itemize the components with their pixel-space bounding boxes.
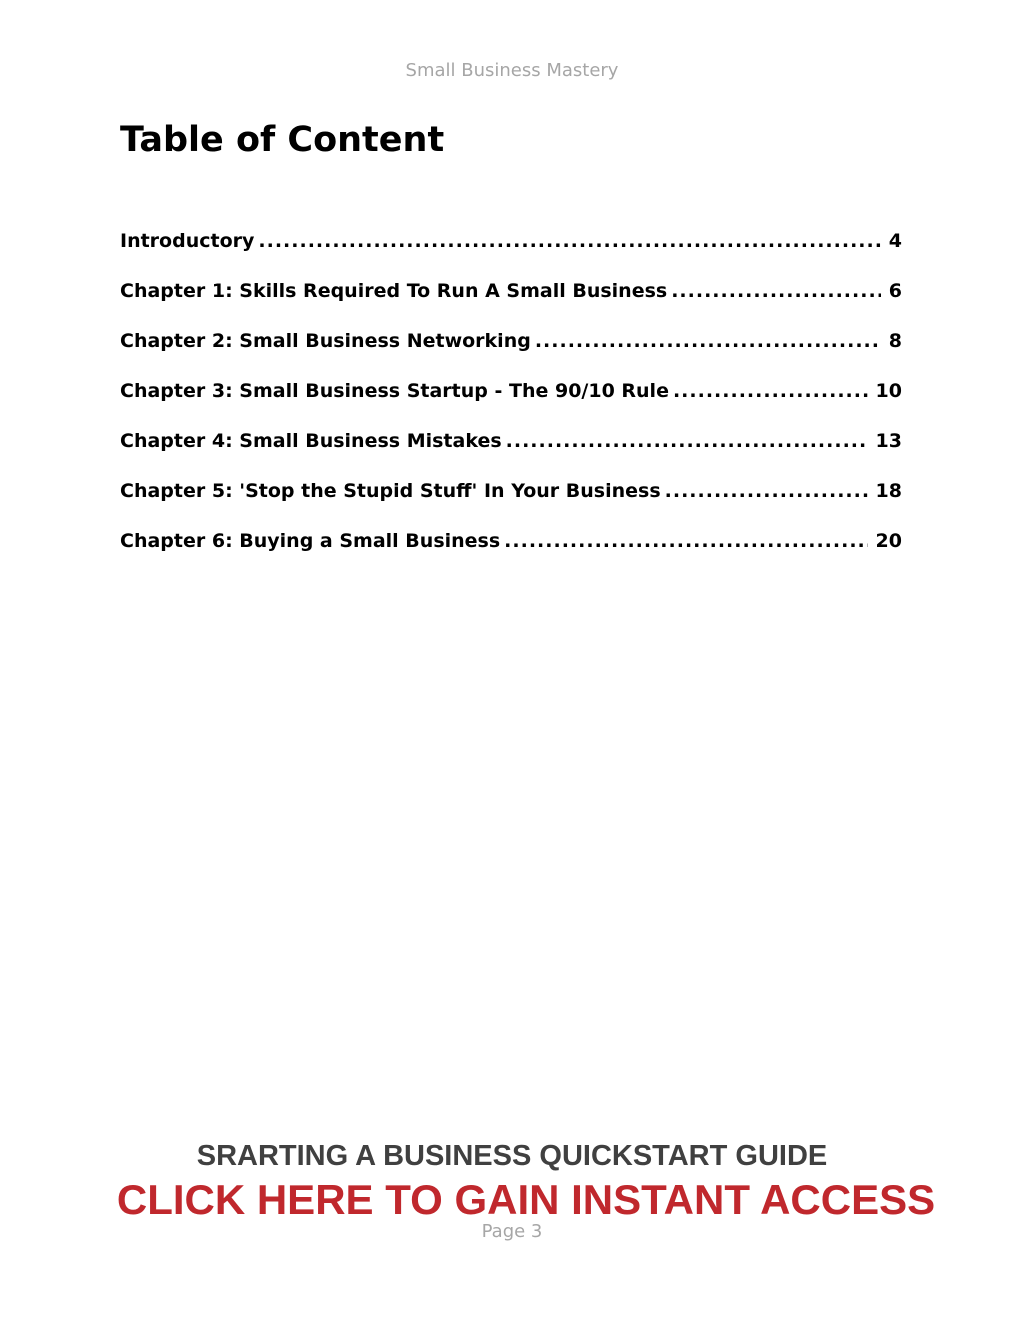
toc-entry-chapter-2[interactable] [120,330,902,380]
toc-dot-leader [671,280,881,302]
instant-access-link[interactable]: CLICK HERE TO GAIN INSTANT ACCESS [116,1176,936,1223]
toc-entry-label: Introductory [120,230,255,252]
toc-entry-chapter-5[interactable] [120,480,902,530]
toc-list [120,230,902,580]
toc-entry-page: 8 [888,330,902,352]
toc-entry-introductory[interactable] [120,230,902,280]
toc-dot-leader [258,230,880,252]
toc-dot-leader [535,330,881,352]
toc-dot-leader [665,480,868,502]
promo-heading: SRARTING A BUSINESS QUICKSTART GUIDE [196,1140,828,1172]
toc-entry-page: 13 [875,430,902,452]
toc-entry-page: 6 [888,280,902,302]
toc-entry-label: Chapter 4: Small Business Mistakes [120,430,502,452]
toc-entry-label: Chapter 5: 'Stop the Stupid Stuff' In Your Business [120,480,661,502]
toc-entry-page: 20 [875,530,902,552]
toc-entry-page: 18 [875,480,902,502]
toc-dot-leader [673,380,868,402]
toc-dot-leader [504,530,867,552]
toc-entry-page: 4 [888,230,902,252]
toc-entry-chapter-4[interactable] [120,430,902,480]
toc-entry-label: Chapter 1: Skills Required To Run A Small Business [120,280,668,302]
toc-entry-chapter-1[interactable] [120,280,902,330]
toc-entry-chapter-6[interactable] [120,530,902,580]
page-number: Page 3 [481,1221,543,1242]
toc-title: Table of Content [120,120,445,160]
toc-entry-label: Chapter 6: Buying a Small Business [120,530,501,552]
toc-dot-leader [506,430,868,452]
toc-entry-label: Chapter 2: Small Business Networking [120,330,531,352]
running-header: Small Business Mastery [405,60,619,81]
toc-entry-chapter-3[interactable] [120,380,902,430]
toc-entry-page: 10 [875,380,902,402]
toc-entry-label: Chapter 3: Small Business Startup - The 90/10 Rule [120,380,669,402]
